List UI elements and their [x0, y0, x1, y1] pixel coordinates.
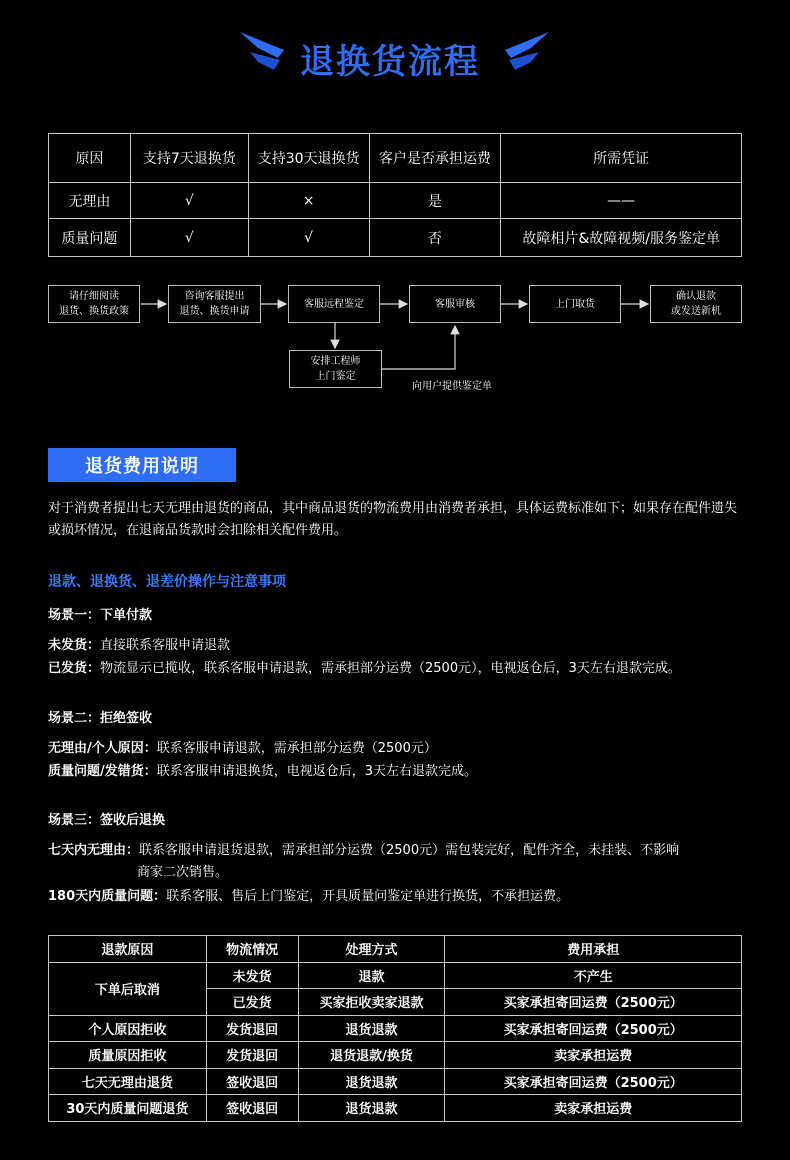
table-cell: 已发货: [206, 989, 298, 1016]
table-cell: 买家承担寄回运费（2500元）: [445, 1015, 742, 1042]
flow-step-remote-check: [288, 285, 380, 323]
notes-heading: 退款、退换货、退差价操作与注意事项: [48, 574, 286, 590]
flow-step-refund: [650, 285, 742, 323]
scene3-title: 场景三：签收后退换: [48, 813, 166, 828]
header-cell: 支持30天退换货: [248, 134, 369, 183]
flow-branch-note: 向用户提供鉴定单: [412, 381, 492, 392]
scene2-title: 场景二：拒绝签收: [48, 711, 153, 726]
table-row: [49, 962, 742, 989]
table-cell: 退货退款: [298, 1015, 445, 1042]
table-cell: 七天无理由退货: [49, 1068, 207, 1095]
table-cell: 下单后取消: [49, 962, 207, 1015]
table-row: [49, 1095, 742, 1122]
scene3-line-b: [48, 885, 569, 904]
table-cell: 故障相片&故障视频/服务鉴定单: [501, 219, 742, 257]
line-text: 联系客服、售后上门鉴定，开具质量问鉴定单进行换货，不承担运费。: [166, 889, 570, 904]
table-cell: √: [130, 183, 248, 219]
header-cell: 物流情况: [206, 936, 298, 963]
table-cell: 质量问题: [49, 219, 131, 257]
line-label: 无理由/个人原因：: [48, 741, 157, 756]
line-text: 联系客服申请退款，需承担部分运费（2500元）: [156, 741, 437, 756]
line-text: 物流显示已揽收，联系客服申请退款，需承担部分运费（2500元），电视返仓后，3天左右退款完成。: [100, 661, 681, 676]
table-header-row: [49, 134, 742, 183]
table-cell: 是: [369, 183, 501, 219]
flow-step-label: 安排工程师 上门鉴定: [310, 356, 361, 382]
table-cell: 买家拒收卖家退款: [298, 989, 445, 1016]
table-cell: √: [248, 219, 369, 257]
section-paragraph: 对于消费者提出七天无理由退货的商品，其中商品退货的物流费用由消费者承担，具体运费标准如下；如果存在配件遗失或损坏情况，在退商品货款时会扣除相关配件费用。: [48, 501, 738, 538]
header-cell: 退款原因: [49, 936, 207, 963]
table-cell: 发货退回: [206, 1015, 298, 1042]
line-text: 联系客服申请退换货，电视返仓后，3天左右退款完成。: [156, 764, 478, 779]
table-cell: 退货退款: [298, 1095, 445, 1122]
table-row: [49, 1015, 742, 1042]
header-cell: 原因: [49, 134, 131, 183]
line-label: 质量问题/发错货：: [48, 764, 157, 779]
scene3-line-a2: 商家二次销售。: [137, 865, 229, 880]
right-wing-icon: [503, 30, 551, 74]
table-cell: 否: [369, 219, 501, 257]
table-cell: 退货退款/换货: [298, 1042, 445, 1069]
table-cell: 退款: [298, 962, 445, 989]
page-title: 退换货流程: [300, 42, 480, 82]
table-cell: 发货退回: [206, 1042, 298, 1069]
flow-step-label: 确认退款 或发送新机: [671, 291, 721, 317]
table-cell: ×: [248, 183, 369, 219]
line-label: 未发货：: [48, 638, 101, 653]
line-label: 已发货：: [48, 661, 101, 676]
flow-step-engineer: [289, 350, 382, 388]
table-cell: 退货退款: [298, 1068, 445, 1095]
table-header-row: [49, 936, 742, 963]
header-cell: 费用承担: [445, 936, 742, 963]
scene1-line-b: [48, 657, 681, 676]
table-row: [49, 1042, 742, 1069]
table-cell: 签收退回: [206, 1095, 298, 1122]
section-title: 退货费用说明: [48, 448, 236, 482]
scene3-line-a: [48, 839, 679, 858]
left-wing-icon: [238, 30, 286, 74]
table-cell: 质量原因拒收: [49, 1042, 207, 1069]
table-cell: 个人原因拒收: [49, 1015, 207, 1042]
flow-step-label: 客服审核: [435, 298, 475, 310]
table-cell: 未发货: [206, 962, 298, 989]
table-cell: 买家承担寄回运费（2500元）: [445, 989, 742, 1016]
table-cell: 签收退回: [206, 1068, 298, 1095]
flow-step-contact-service: [168, 285, 261, 323]
header-cell: 客户是否承担运费: [369, 134, 501, 183]
return-policy-table: [48, 133, 742, 257]
flow-step-label: 上门取货: [555, 298, 595, 310]
flow-step-review: [409, 285, 501, 323]
table-row: [49, 1068, 742, 1095]
table-cell: 卖家承担运费: [445, 1042, 742, 1069]
line-label: 七天内无理由：: [48, 843, 140, 858]
process-flowchart: [0, 280, 790, 400]
table-cell: ——: [501, 183, 742, 219]
flow-step-label: 客服远程鉴定: [304, 298, 364, 310]
table-cell: 不产生: [445, 962, 742, 989]
header-cell: 处理方式: [298, 936, 445, 963]
table-row: [49, 183, 742, 219]
scene2-line-b: [48, 760, 477, 779]
flow-step-label: 请仔细阅读 退货、换货政策: [59, 291, 129, 317]
table-cell: 无理由: [49, 183, 131, 219]
scene1-title: 场景一：下单付款: [48, 608, 153, 623]
flow-step-label: 咨询客服提出 退货、换货申请: [179, 291, 250, 317]
table-cell: 30天内质量问题退货: [49, 1095, 207, 1122]
scene1-line-a: [48, 634, 230, 653]
line-label: 180天内质量问题：: [48, 889, 167, 904]
line-text: 直接联系客服申请退款: [100, 638, 231, 653]
table-cell: 卖家承担运费: [445, 1095, 742, 1122]
flow-step-pickup: [529, 285, 621, 323]
table-cell: √: [130, 219, 248, 257]
table-row: [49, 219, 742, 257]
header-cell: 所需凭证: [501, 134, 742, 183]
refund-cost-table: [48, 935, 742, 1122]
table-cell: 买家承担寄回运费（2500元）: [445, 1068, 742, 1095]
flow-step-read-policy: [48, 285, 140, 323]
scene2-line-a: [48, 737, 437, 756]
page-header: [0, 30, 790, 86]
header-cell: 支持7天退换货: [130, 134, 248, 183]
line-text: 联系客服申请退货退款，需承担部分运费（2500元）需包装完好，配件齐全，未挂装、不影响: [139, 843, 680, 858]
